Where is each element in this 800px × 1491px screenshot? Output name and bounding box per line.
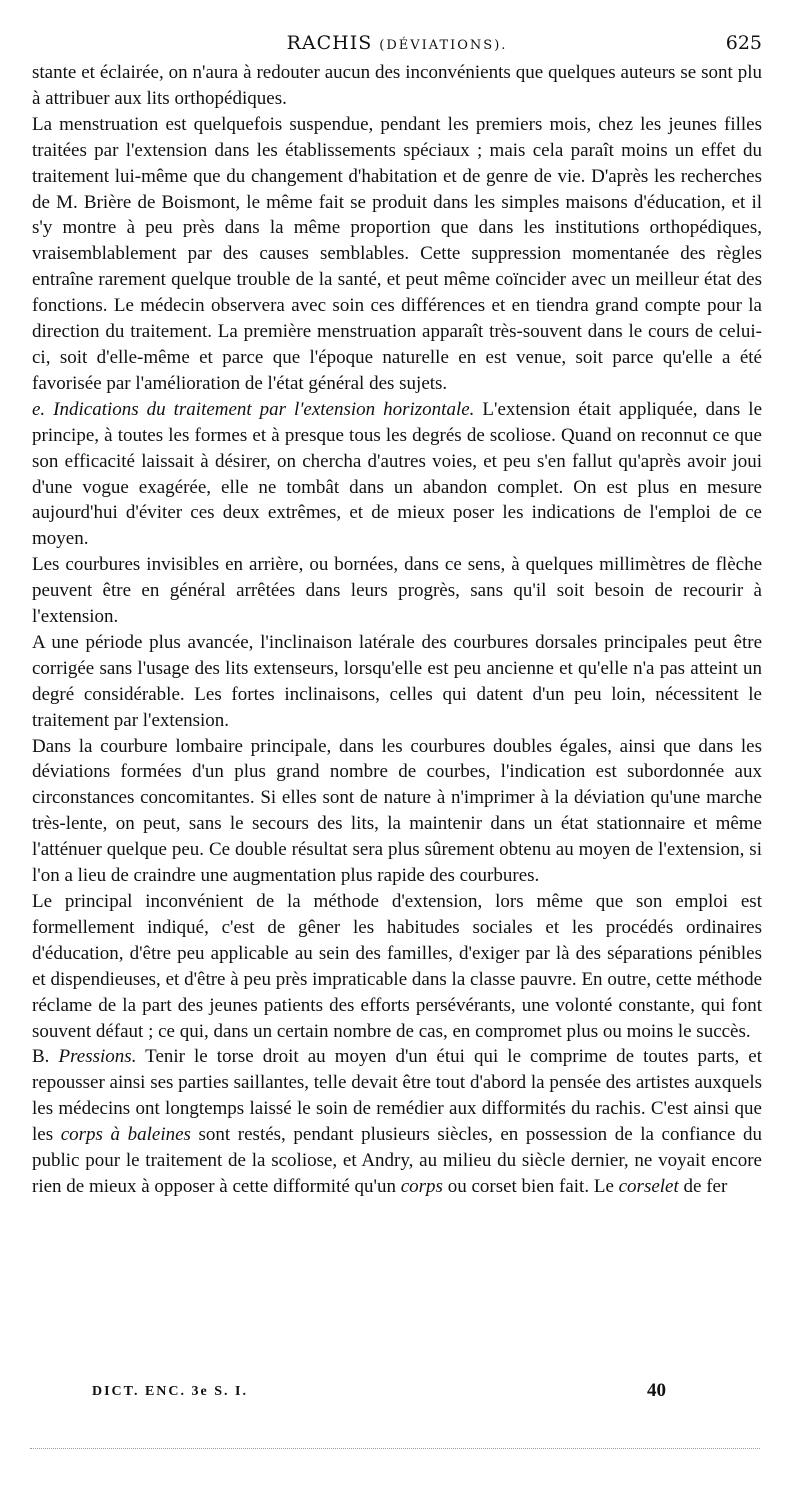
section-b-em-1: corps à baleines [60,1124,191,1146]
section-b-text-1: Tenir le torse droit au moyen d'un étui qui le comprime de toutes parts, et repousser ainsi ses parties saillantes, telle devait être tout d'abord la pensée des artistes auxquels les médecins ont longtemps laissé le soin de remédier aux difformités du rachis. C'est ainsi que les [32,1046,762,1146]
paragraph-inconvenient: Le principal inconvénient de la méthode d'extension, lors même que son emploi est formellement indiqué, c'est de gêner les habitudes sociales et les procédés ordinaires d'éducation, d'être peu applicable au sein des familles, d'exiger par là des séparations pénibles et dispendieuses, et d'être à peu près impraticable dans la classe pauvre. En outre, cette méthode réclame de la part des jeunes patients des efforts persévérants, une volonté constante, qui font souvent défaut ; ce qui, dans un certain nombre de cas, en compromet plus ou moins le succès. [32,891,762,1042]
paragraph-continuation: stante et éclairée, on n'aura à redouter aucun des inconvénients que quelques auteurs se sont plu à attribuer aux lits orthopédiques. [32,62,762,109]
section-e-text: L'extension était appliquée, dans le principe, à toutes les formes et à presque tous les degrés de scoliose. Quand on reconnut ce que son efficacité laissait à désirer, on chercha d'autres voies, et peu s'en fallut qu'après avoir joui d'une vogue exagérée, elle ne tombât dans un abandon complet. On est plus en mesure aujourd'hui d'éviter ces deux extrêmes, et de mieux poser les indications de l'emploi de ce moyen. [32,398,763,550]
section-b-text-2: sont restés, pendant plusieurs siècles, en possession de la confiance du public pour le traitement de la scoliose, et Andry, au milieu du siècle dernier, ne voyait encore rien de mieux à opposer à cette difformité qu'un [32,1124,762,1197]
sheet-number: 40 [647,1380,666,1401]
running-title-sub: (DÉVIATIONS). [379,38,508,53]
paragraph-menstruation: La menstruation est quelquefois suspendue, pendant les premiers mois, chez les jeunes filles traitées par l'extension dans les établissements spéciaux ; mais cela paraît moins un effet du traitement lui-même que du changement d'habitation et de genre de vie. D'après les recherches de M. Brière de Boismont, le même fait se produit dans les simples maisons d'éducation, et il s'y montre à peu près dans la même proportion que dans les institutions orthopédiques, vraisemblablement par des causes semblables. Cette suppression momentanée des règles entraîne rarement quelque trouble de la santé, et peut même coïncider avec un meilleur état des fonctions. Le médecin observera avec soin ces différences et en tiendra grand compte pour la direction du traitement. La première menstruation apparaît très-souvent dans le cours de celui-ci, soit d'elle-même et parce que l'époque naturelle en est venue, soit parce qu'elle a été favorisée par l'amélioration de l'état général des sujets. [32,113,762,394]
bottom-dotted-rule [30,1448,760,1451]
section-b-label: B. [32,1046,50,1068]
section-e-label: e. [32,398,46,420]
running-head [32,32,762,56]
section-b-em-3: corselet [618,1175,679,1197]
paragraph-courbure-lombaire: Dans la courbure lombaire principale, dans les courbures doubles égales, ainsi que dans les déviations formées d'un plus grand nombre de courbes, l'indication est subordonnée aux circonstances concomitantes. Si elles sont de nature à n'imprimer à la déviation qu'une marche très-lente, on peut, sans le secours des lits, la maintenir dans un état stationnaire et même l'atténuer quelque peu. Ce double résultat sera plus sûrement obtenu au moyen de l'extension, si l'on a lieu de craindre une augmentation plus rapide des courbures. [32,735,762,887]
section-b-text-4: de fer [678,1175,728,1197]
paragraph-courbures-invisibles: Les courbures invisibles en arrière, ou bornées, dans ce sens, à quelques millimètres de flèche peuvent être en général arrêtées dans leurs progrès, sans qu'il soit besoin de recourir à l'extension. [32,554,762,628]
section-b-paragraph [32,1044,762,1199]
body-text [32,60,762,1200]
page-footer [32,1380,762,1408]
section-b-text-3: ou corset bien fait. Le [442,1175,619,1197]
section-e-heading: Indications du traitement par l'extension horizontale. [53,398,475,420]
section-b-em-2: corps [400,1175,443,1197]
running-title [32,32,762,54]
paragraph-periode-avancee: A une période plus avancée, l'inclinaison latérale des courbures dorsales principales peut être corrigée sans l'usage des lits extenseurs, lorsqu'elle est peu ancienne et qu'elle n'a pas atteint un degré considérable. Les fortes inclinaisons, celles qui datent d'un peu loin, nécessitent le traitement par l'extension. [32,631,762,731]
page-number: 625 [725,32,762,54]
printer-signature: DICT. ENC. 3e S. I. [92,1384,248,1399]
section-e-paragraph [32,397,762,552]
running-title-main: RACHIS [286,32,373,54]
section-b-heading: Pressions. [58,1046,137,1068]
